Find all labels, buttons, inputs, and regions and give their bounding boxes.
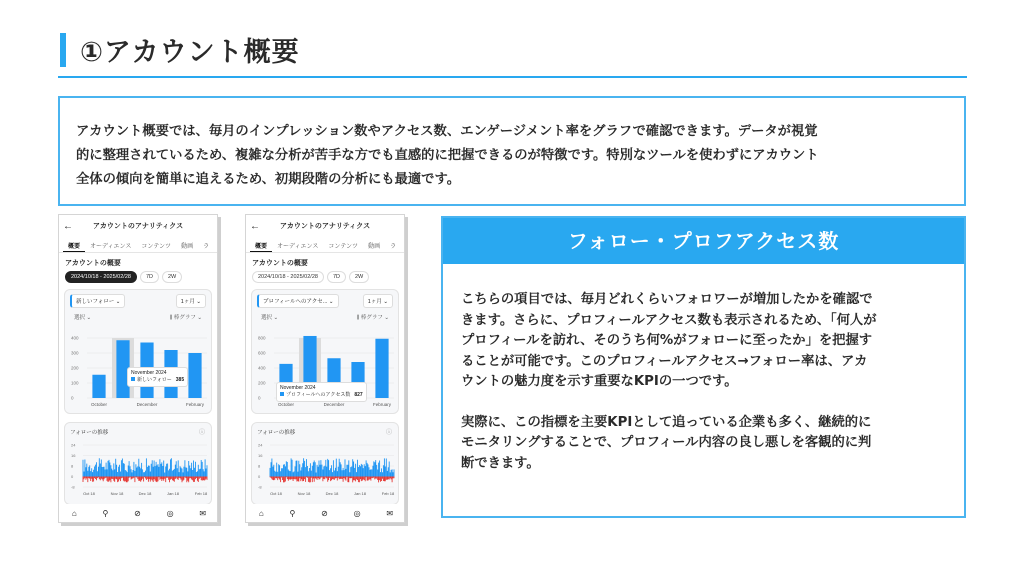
date-range-chip[interactable]: 2024/10/18 - 2025/02/28 (252, 271, 324, 283)
follow-series (270, 458, 394, 476)
bottom-nav (59, 504, 218, 522)
phone-tabs (59, 237, 217, 253)
phone-tabs (246, 237, 404, 253)
phone-header (246, 215, 404, 237)
panel-line: ることが可能です。このプロフィールアクセス→フォロー率は、アカ (461, 353, 868, 369)
y-tick-label: 600 (258, 350, 266, 356)
search-icon[interactable]: ⚲ (289, 508, 296, 518)
x-tick-label: Dec 18 (325, 491, 339, 496)
phone-header-title: アカウントのアナリティクス (92, 223, 184, 230)
explore-icon[interactable]: ⊘ (134, 508, 141, 518)
info-icon[interactable]: ⓘ (385, 430, 392, 436)
y-tick-label: 400 (258, 365, 266, 371)
unfollow-series (270, 477, 394, 483)
phone-header (59, 215, 217, 237)
metric-select[interactable]: 新しいフォロー ⌄ (70, 294, 125, 308)
chart-type-label: 棒グラフ (360, 315, 383, 321)
y-tick-label: 200 (71, 365, 79, 371)
tooltip-value: 827 (354, 392, 363, 398)
x-tick-label: Feb 18 (194, 491, 208, 496)
back-arrow-icon[interactable]: ← (63, 220, 73, 232)
x-tick-label: Dec 18 (138, 491, 152, 496)
x-tick-label: October (277, 402, 295, 407)
search-icon[interactable]: ⚲ (102, 508, 109, 518)
tab-more[interactable]: ラ (203, 244, 210, 250)
title-divider (58, 76, 967, 78)
panel-line: 断できます。 (461, 455, 540, 471)
tooltip-title: November 2024 (131, 370, 167, 376)
bar (92, 375, 105, 398)
compare-select[interactable]: 選択 ⌄ (261, 315, 279, 321)
follow-trend-chart (256, 441, 398, 501)
page-title: ①アカウント概要 (80, 37, 300, 68)
period-select[interactable]: 1ヶ月 ⌄ (363, 294, 393, 308)
follow-trend-title: フォローの推移 (257, 430, 296, 436)
explore-icon[interactable]: ⊘ (321, 508, 328, 518)
panel-paragraph-2 (461, 413, 946, 475)
x-tick-label: October (90, 402, 108, 407)
period-select-label: 1ヶ月 (367, 299, 382, 305)
phone-header-title: アカウントのアナリティクス (279, 223, 371, 230)
tooltip-label: プロフィールへのアクセス数 (286, 392, 351, 398)
tab-video[interactable]: 動画 (368, 244, 381, 250)
panel-line: 実際に、この指標を主要KPIとして追っている企業も多く、継続的に (461, 414, 872, 430)
tab-more[interactable]: ラ (390, 244, 397, 250)
notifications-icon[interactable]: ◎ (166, 508, 174, 518)
panel-line: きます。さらに、プロフィールアクセス数も表示されるため、「何人が (461, 312, 877, 328)
bottom-nav (246, 504, 405, 522)
notifications-icon[interactable]: ◎ (353, 508, 361, 518)
y-tick-label: 0 (71, 474, 74, 479)
tab-audience[interactable]: オーディエンス (277, 244, 319, 250)
panel-line: ウントの魅力度を示す重要なKPIの一つです。 (461, 374, 738, 389)
x-tick-label: Oct 18 (270, 491, 282, 496)
x-tick-label: Jan 18 (353, 491, 367, 496)
metric-chart-card (64, 289, 212, 414)
metric-chart-card (251, 289, 399, 414)
intro-box (58, 96, 966, 206)
title-accent-bar (60, 33, 66, 67)
tab-content[interactable]: コンテンツ (141, 244, 172, 250)
chart-type-select[interactable]: ⫼ 棒グラフ ⌄ (356, 315, 389, 321)
legend-swatch (280, 392, 284, 396)
y-tick-label: -8 (71, 484, 75, 490)
panel-line: こちらの項目では、毎月どれくらいフォロワーが増加したかを確認で (461, 292, 873, 307)
panel-paragraph-1 (461, 290, 946, 393)
intro-line: 全体の傾向を簡単に追えるため、初期段階の分析にも最適です。 (76, 172, 461, 187)
tooltip-value: 385 (175, 377, 185, 383)
tab-video[interactable]: 動画 (181, 244, 194, 250)
panel-heading: フォロー・プロフアクセス数 (443, 218, 964, 264)
x-tick-label: Nov 18 (297, 491, 311, 496)
tab-overview[interactable]: 概要 (63, 237, 85, 252)
x-tick-label: December (136, 402, 158, 407)
compare-select-label: 選択 (261, 315, 273, 321)
home-icon[interactable]: ⌂ (258, 508, 264, 518)
y-tick-label: 0 (71, 395, 74, 401)
chart-tooltip (127, 367, 188, 387)
y-tick-label: 16 (258, 453, 263, 458)
tab-overview[interactable]: 概要 (250, 237, 272, 252)
home-icon[interactable]: ⌂ (71, 508, 77, 518)
follow-trend-chart (69, 441, 211, 501)
tab-content[interactable]: コンテンツ (328, 244, 359, 250)
range-chip-7d[interactable]: 7D (327, 271, 346, 283)
panel-line: プロフィールを訪れ、そのうち何%がフォローに至ったか」を把握す (461, 333, 873, 348)
bar (375, 339, 388, 398)
tooltip-title: November 2024 (280, 385, 316, 391)
panel-line: モニタリングすることで、プロフィール内容の良し悪しを客観的に判 (461, 435, 872, 450)
period-select[interactable]: 1ヶ月 ⌄ (176, 294, 206, 308)
metric-select[interactable]: プロフィールへのアクセ... ⌄ (257, 294, 339, 308)
phone-screenshot-profile-access (245, 214, 405, 523)
tab-audience[interactable]: オーディエンス (90, 244, 132, 250)
y-tick-label: 200 (258, 380, 266, 386)
y-tick-label: 300 (71, 350, 79, 356)
y-tick-label: 8 (71, 463, 74, 469)
unfollow-series (83, 477, 207, 483)
compare-select[interactable]: 選択 ⌄ (74, 315, 92, 321)
x-tick-label: February (372, 402, 392, 407)
tooltip-label: 新しいフォロー (137, 377, 172, 383)
x-tick-label: December (323, 402, 345, 407)
chart-type-select[interactable]: ⫼ 棒グラフ ⌄ (169, 315, 202, 321)
chart-tooltip (276, 382, 367, 402)
y-tick-label: 24 (258, 442, 263, 448)
y-tick-label: 100 (71, 380, 79, 386)
x-tick-label: Jan 18 (166, 491, 180, 496)
range-chip-2w[interactable]: 2W (349, 271, 369, 283)
follow-profile-access-panel (441, 216, 966, 518)
bar (188, 353, 201, 398)
date-chip-row (59, 271, 217, 283)
y-tick-label: 0 (258, 395, 261, 401)
inbox-icon[interactable]: ✉ (199, 508, 207, 518)
x-tick-label: Oct 18 (83, 491, 95, 496)
inbox-icon[interactable]: ✉ (386, 508, 394, 518)
legend-swatch (131, 377, 135, 381)
x-tick-label: Feb 18 (381, 491, 395, 496)
y-tick-label: 400 (71, 335, 79, 341)
follow-trend-card (64, 422, 212, 505)
metric-select-label: 新しいフォロー (76, 299, 115, 305)
y-tick-label: -8 (258, 484, 262, 490)
y-tick-label: 24 (71, 442, 76, 448)
y-tick-label: 8 (258, 463, 261, 469)
date-range-chip[interactable]: 2024/10/18 - 2025/02/28 (65, 271, 137, 283)
follow-trend-card (251, 422, 399, 505)
intro-line: アカウント概要では、毎月のインプレッション数やアクセス数、エンゲージメント率をグラフで確認できます。データが視覚 (76, 124, 818, 139)
intro-line: 的に整理されているため、複雑な分析が苦手な方でも直感的に把握できるのが特徴です。特別なツールを使わずにアカウント (76, 148, 819, 163)
range-chip-2w[interactable]: 2W (162, 271, 182, 283)
chart-type-label: 棒グラフ (173, 315, 196, 321)
section-title: アカウントの概要 (252, 260, 308, 267)
x-tick-label: February (185, 402, 205, 407)
date-chip-row (246, 271, 404, 283)
back-arrow-icon[interactable]: ← (250, 220, 260, 232)
metric-select-label: プロフィールへのアクセ... (263, 299, 328, 305)
info-icon[interactable]: ⓘ (198, 430, 205, 436)
range-chip-7d[interactable]: 7D (140, 271, 159, 283)
period-select-label: 1ヶ月 (180, 299, 195, 305)
phone-screenshot-new-follows (58, 214, 218, 523)
follow-series (83, 458, 207, 476)
y-tick-label: 0 (258, 474, 261, 479)
compare-select-label: 選択 (74, 315, 86, 321)
y-tick-label: 800 (258, 335, 266, 341)
x-tick-label: Nov 18 (110, 491, 124, 496)
section-title: アカウントの概要 (65, 260, 121, 267)
follow-trend-title: フォローの推移 (70, 430, 109, 436)
y-tick-label: 16 (71, 453, 76, 458)
